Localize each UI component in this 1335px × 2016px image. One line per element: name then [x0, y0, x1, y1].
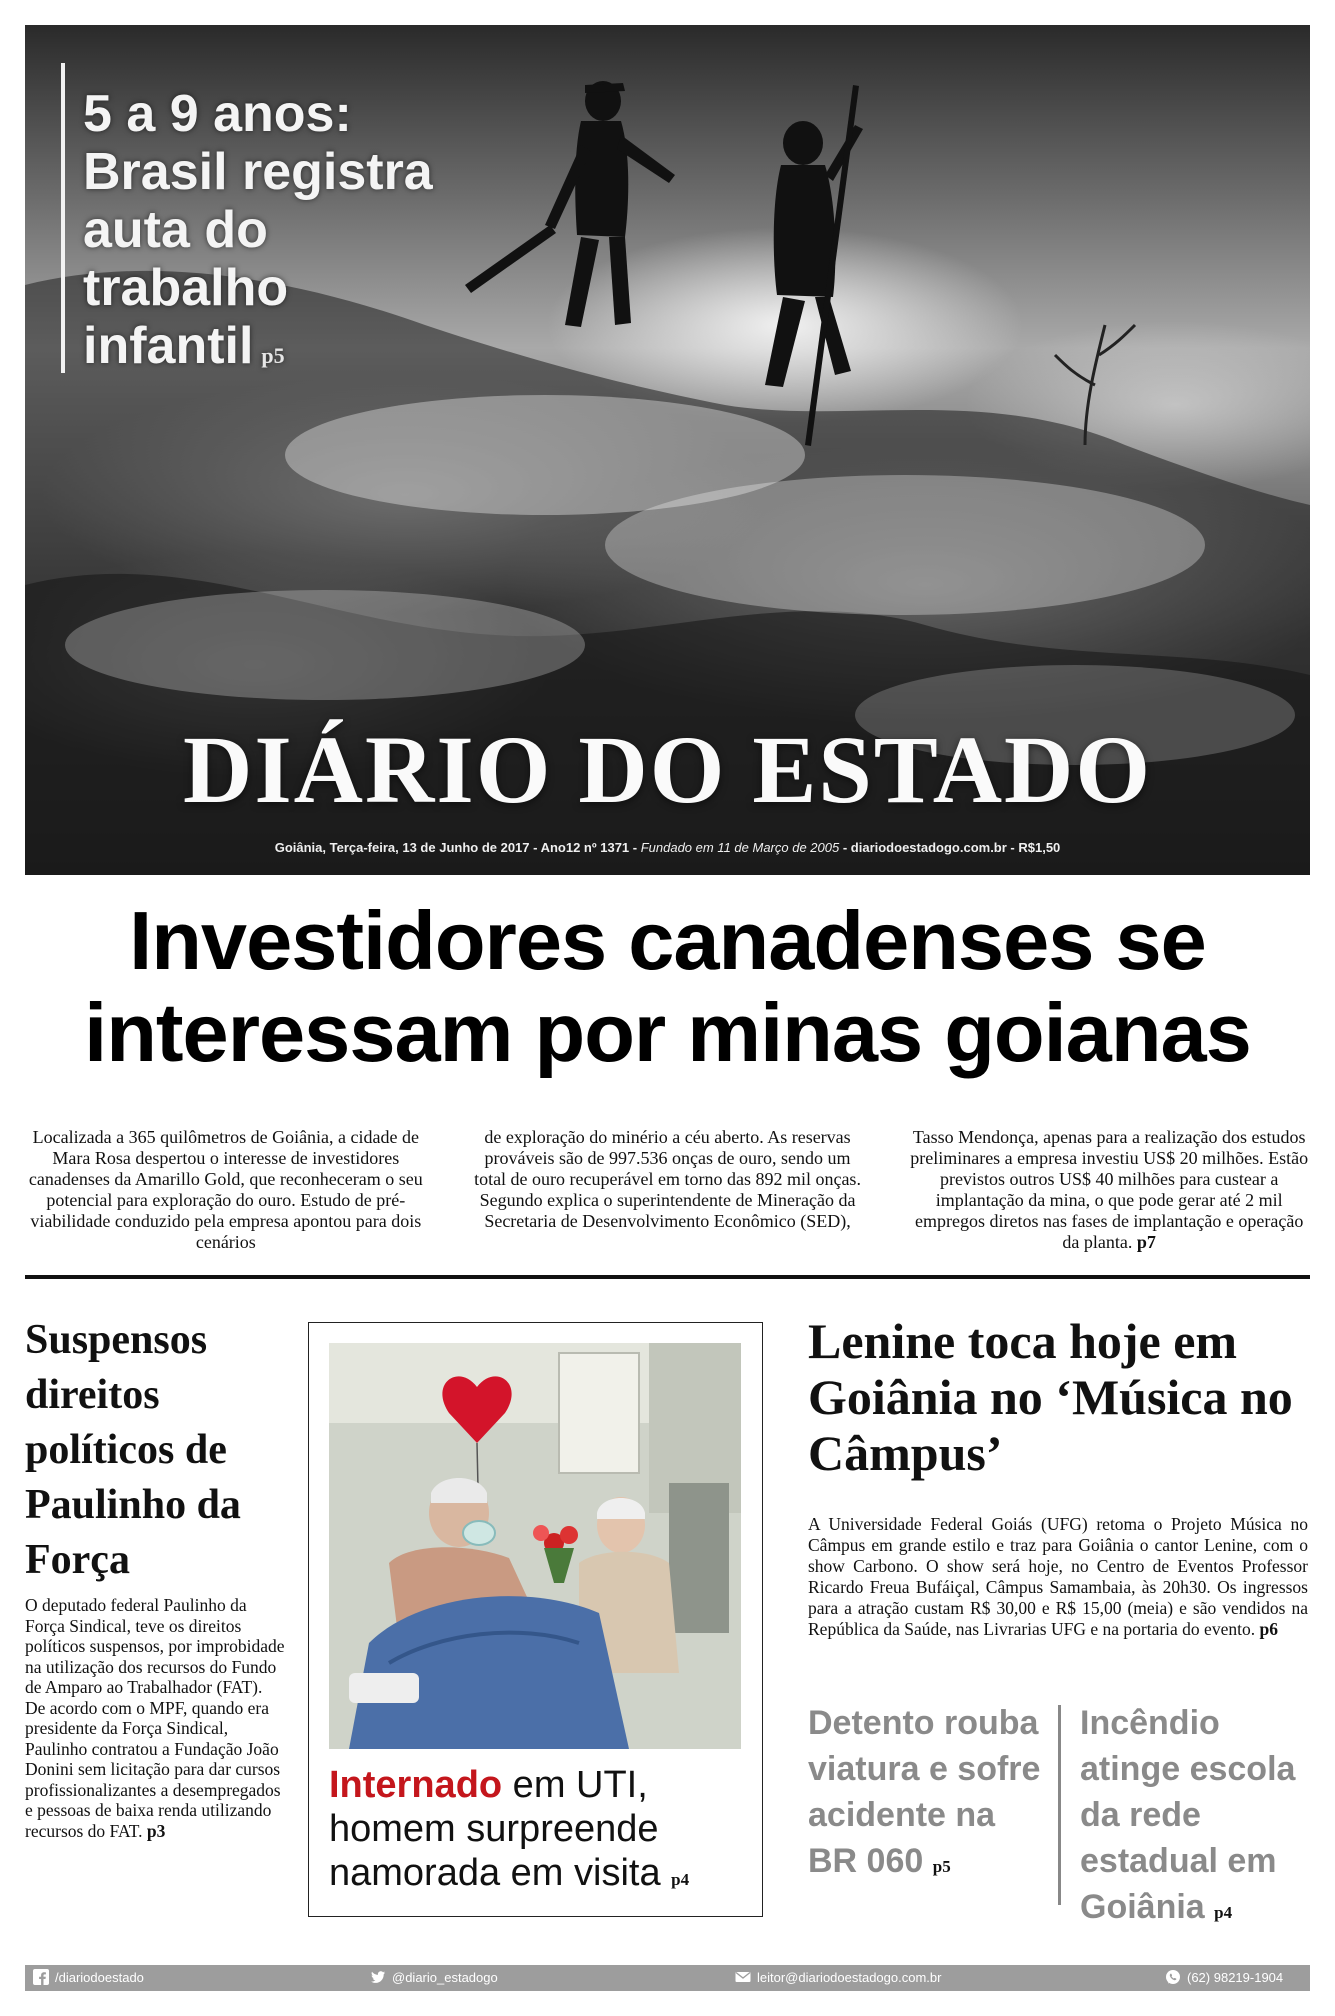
hero-section [25, 25, 1310, 875]
email-address: leitor@diariodoestadogo.com.br [757, 1969, 942, 1985]
main-headline-line: Investidores canadenses se [129, 894, 1206, 987]
whatsapp-icon [1165, 1969, 1181, 1985]
photo-caption-red: Internado [329, 1764, 503, 1806]
hero-headline-rule [61, 63, 65, 373]
facebook-icon [33, 1969, 49, 1985]
right-story-text: A Universidade Federal Goiás (UFG) retoma o Projeto Música no Câmpus em grande estilo e traz para Goiânia o cantor Lenine, com o show Carbono. O show será hoje, no Centro de Eventos Professor Ricardo Freua Bufáiçal, Câmpus Samambaia, às 20h30. Os ingressos para a atração custam R$ 30,00 e R$ 15,00 (meia) e são vendidos na República da Saúde, nas Livrarias UFG e na portaria do evento. [808, 1514, 1308, 1639]
main-story-body [25, 1127, 1310, 1253]
footer-bar [25, 1965, 1310, 1991]
hero-headline-line: trabalho [83, 259, 289, 317]
main-story-col-2: de exploração do minério a céu aberto. As reservas prováveis são de 997.536 onças de ouro, sendo um total de ouro recuperável em torno das 892 mil onças. Segundo explica o superintendente de Mineração da Secretaria de Desenvolvimento Econômico (SED), [474, 1127, 861, 1231]
main-story-col-1: Localizada a 365 quilômetros de Goiânia, a cidade de Mara Rosa despertou o interesse de investidores canadenses da Amarillo Gold, que reconheceram o seu potencial para exploração do ouro. Estudo de pré-viabilidade conduzido pela empresa apontou para dois cenários [28, 1127, 423, 1252]
photo-story-box[interactable] [308, 1322, 763, 1917]
brief-1-page-ref: p5 [932, 1857, 951, 1876]
dateline-text: Goiânia, Terça-feira, 13 de Junho de 2017 - Ano12 nº 1371 - [274, 840, 641, 855]
hospital-photo [329, 1343, 741, 1749]
footer-whatsapp[interactable] [1165, 1969, 1283, 1985]
left-story-body [25, 1595, 287, 1841]
main-headline[interactable] [25, 895, 1310, 1079]
facebook-handle: /diariodoestado [55, 1969, 144, 1985]
main-story-col-3 [908, 1127, 1310, 1253]
left-story-text: O deputado federal Paulinho da Força Sindical, teve os direitos políticos suspensos, por improbidade na utilização dos recursos do Fundo de Amparo ao Trabalhador (FAT). De acordo com o MPF, quando era presidente da Força Sindical, Paulinho contratou a Fundação João Donini sem licitação para dar cursos profissionalizantes a desempregados e pessoas de baixa renda utilizando recursos do FAT. [25, 1595, 285, 1841]
brief-2-text: Incêndio atinge escola da rede estadual em Goiânia [1080, 1704, 1296, 1926]
photo-page-ref: p4 [671, 1870, 690, 1889]
main-story-col-3-text: Tasso Mendonça, apenas para a realização dos estudos preliminares a empresa investiu US$ 20 milhões. Estão previstos outros US$ 40 milhões para custear a implantação da mina, o que pode gerar até 2 mil empregos diretos nas fases de implantação e operação da planta. [910, 1127, 1309, 1252]
hero-headline-line: 5 a 9 anos: [83, 85, 352, 143]
founded-text: Fundado em 11 de Março de 2005 [640, 840, 840, 855]
brief-1-text: Detento rouba viatura e sofre acidente na BR 060 [808, 1704, 1041, 1880]
twitter-handle: @diario_estadogo [392, 1969, 498, 1985]
email-icon [735, 1969, 751, 1985]
hero-headline-line: auta do [83, 201, 268, 259]
site-price-text: - diariodoestadogo.com.br - R$1,50 [839, 840, 1061, 855]
photo-caption-text: em UTI, homem surpreende namorada em visita [329, 1764, 661, 1894]
brief-headline-1[interactable] [808, 1700, 1048, 1890]
twitter-icon [370, 1969, 386, 1985]
brief-headline-2[interactable] [1080, 1700, 1320, 1936]
right-story-headline[interactable]: Lenine toca hoje em Goiânia no ‘Música no Câmpus’ [808, 1313, 1293, 1481]
hero-headline-line: infantil [83, 317, 254, 375]
right-story-page-ref: p6 [1259, 1619, 1278, 1639]
right-story-body [808, 1514, 1308, 1640]
whatsapp-number: (62) 98219-1904 [1187, 1969, 1284, 1985]
masthead-title: DIÁRIO DO ESTADO [182, 716, 1153, 823]
hero-page-ref: p5 [261, 343, 285, 368]
masthead-dateline [25, 840, 1310, 855]
main-story-page-ref: p7 [1136, 1232, 1156, 1252]
brief-divider [1058, 1705, 1061, 1905]
hero-headline-line: Brasil registra [83, 143, 433, 201]
footer-facebook[interactable] [33, 1969, 144, 1985]
footer-twitter[interactable] [370, 1969, 498, 1985]
footer-email[interactable] [735, 1969, 941, 1985]
photo-caption [329, 1763, 749, 1902]
hero-headline[interactable] [83, 85, 503, 385]
main-headline-line: interessam por minas goianas [84, 986, 1251, 1079]
section-divider [25, 1275, 1310, 1279]
brief-2-page-ref: p4 [1214, 1903, 1233, 1922]
left-story-headline[interactable]: Suspensos direitos políticos de Paulinho da Força [25, 1317, 241, 1583]
left-story-page-ref: p3 [146, 1820, 166, 1841]
